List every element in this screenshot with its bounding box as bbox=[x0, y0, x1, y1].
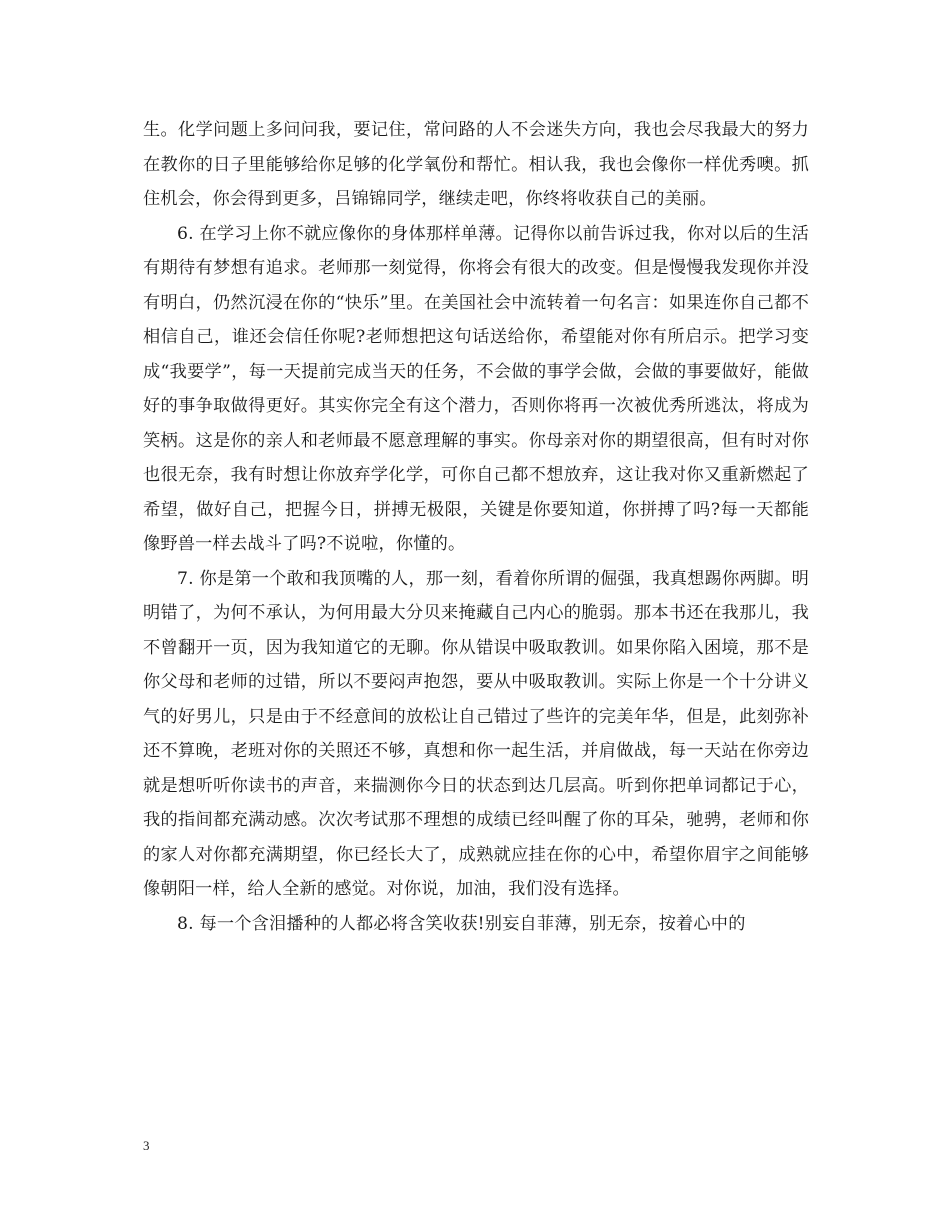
paragraph-7: 7. 你是第一个敢和我顶嘴的人，那一刻，看着你所谓的倔强，我真想踢你两脚。明明错了，为何不承认，为何用最大分贝来掩藏自己内心的脆弱。那本书还在我那儿，我不曾翻开一页，因为我知道它的无聊。你从错误中吸取教训。如果你陷入困境，那不是你父母和老师的过错，所以不要闷声抱怨，要从中吸取教训。实际上你是一个十分讲义气的好男儿，只是由于不经意间的放松让自己错过了些许的完美年华，但是，此刻弥补还不算晚，老班对你的关照还不够，真想和你一起生活，并肩做战，每一天站在你旁边就是想听听你读书的声音，来揣测你今日的状态到达几层高。听到你把单词都记于心，我的指间都充满动感。次次考试那不理想的成绩已经叫醒了你的耳朵，驰骋，老师和你的家人对你都充满期望，你已经长大了，成熟就应挂在你的心中，希望你眉宇之间能够像朝阳一样，给人全新的感觉。对你说，加油，我们没有选择。 bbox=[143, 568, 809, 899]
document-body bbox=[143, 113, 809, 941]
page-number: 3 bbox=[143, 1138, 150, 1153]
paragraph-6: 6. 在学习上你不就应像你的身体那样单薄。记得你以前告诉过我，你对以后的生活有期待有梦想有追求。老师那一刻觉得，你将会有很大的改变。但是慢慢我发现你并没有明白，仍然沉浸在你的“快乐”里。在美国社会中流转着一句名言：如果连你自己都不相信自己，谁还会信任你呢?老师想把这句话送给你，希望能对你有所启示。把学习变成“我要学”，每一天提前完成当天的任务，不会做的事学会做，会做的事要做好，能做好的事争取做得更好。其实你完全有这个潜力，否则你将再一次被优秀所逃汰，将成为笑柄。这是你的亲人和老师最不愿意理解的事实。你母亲对你的期望很高，但有时对你也很无奈，我有时想让你放弃学化学，可你自己都不想放弃，这让我对你又重新燃起了希望，做好自己，把握今日，拼搏无极限，关键是你要知道，你拼搏了吗?每一天都能像野兽一样去战斗了吗?不说啦，你懂的。 bbox=[143, 223, 809, 554]
paragraph-continuation: 生。化学问题上多问问我，要记住，常问路的人不会迷失方向，我也会尽我最大的努力在教你的日子里能够给你足够的化学氧份和帮忙。相认我，我也会像你一样优秀噢。抓住机会，你会得到更多，吕锦锦同学，继续走吧，你终将收获自己的美丽。 bbox=[143, 120, 809, 209]
paragraph-8: 8. 每一个含泪播种的人都必将含笑收获!别妄自菲薄，别无奈，按着心中的 bbox=[177, 913, 746, 934]
